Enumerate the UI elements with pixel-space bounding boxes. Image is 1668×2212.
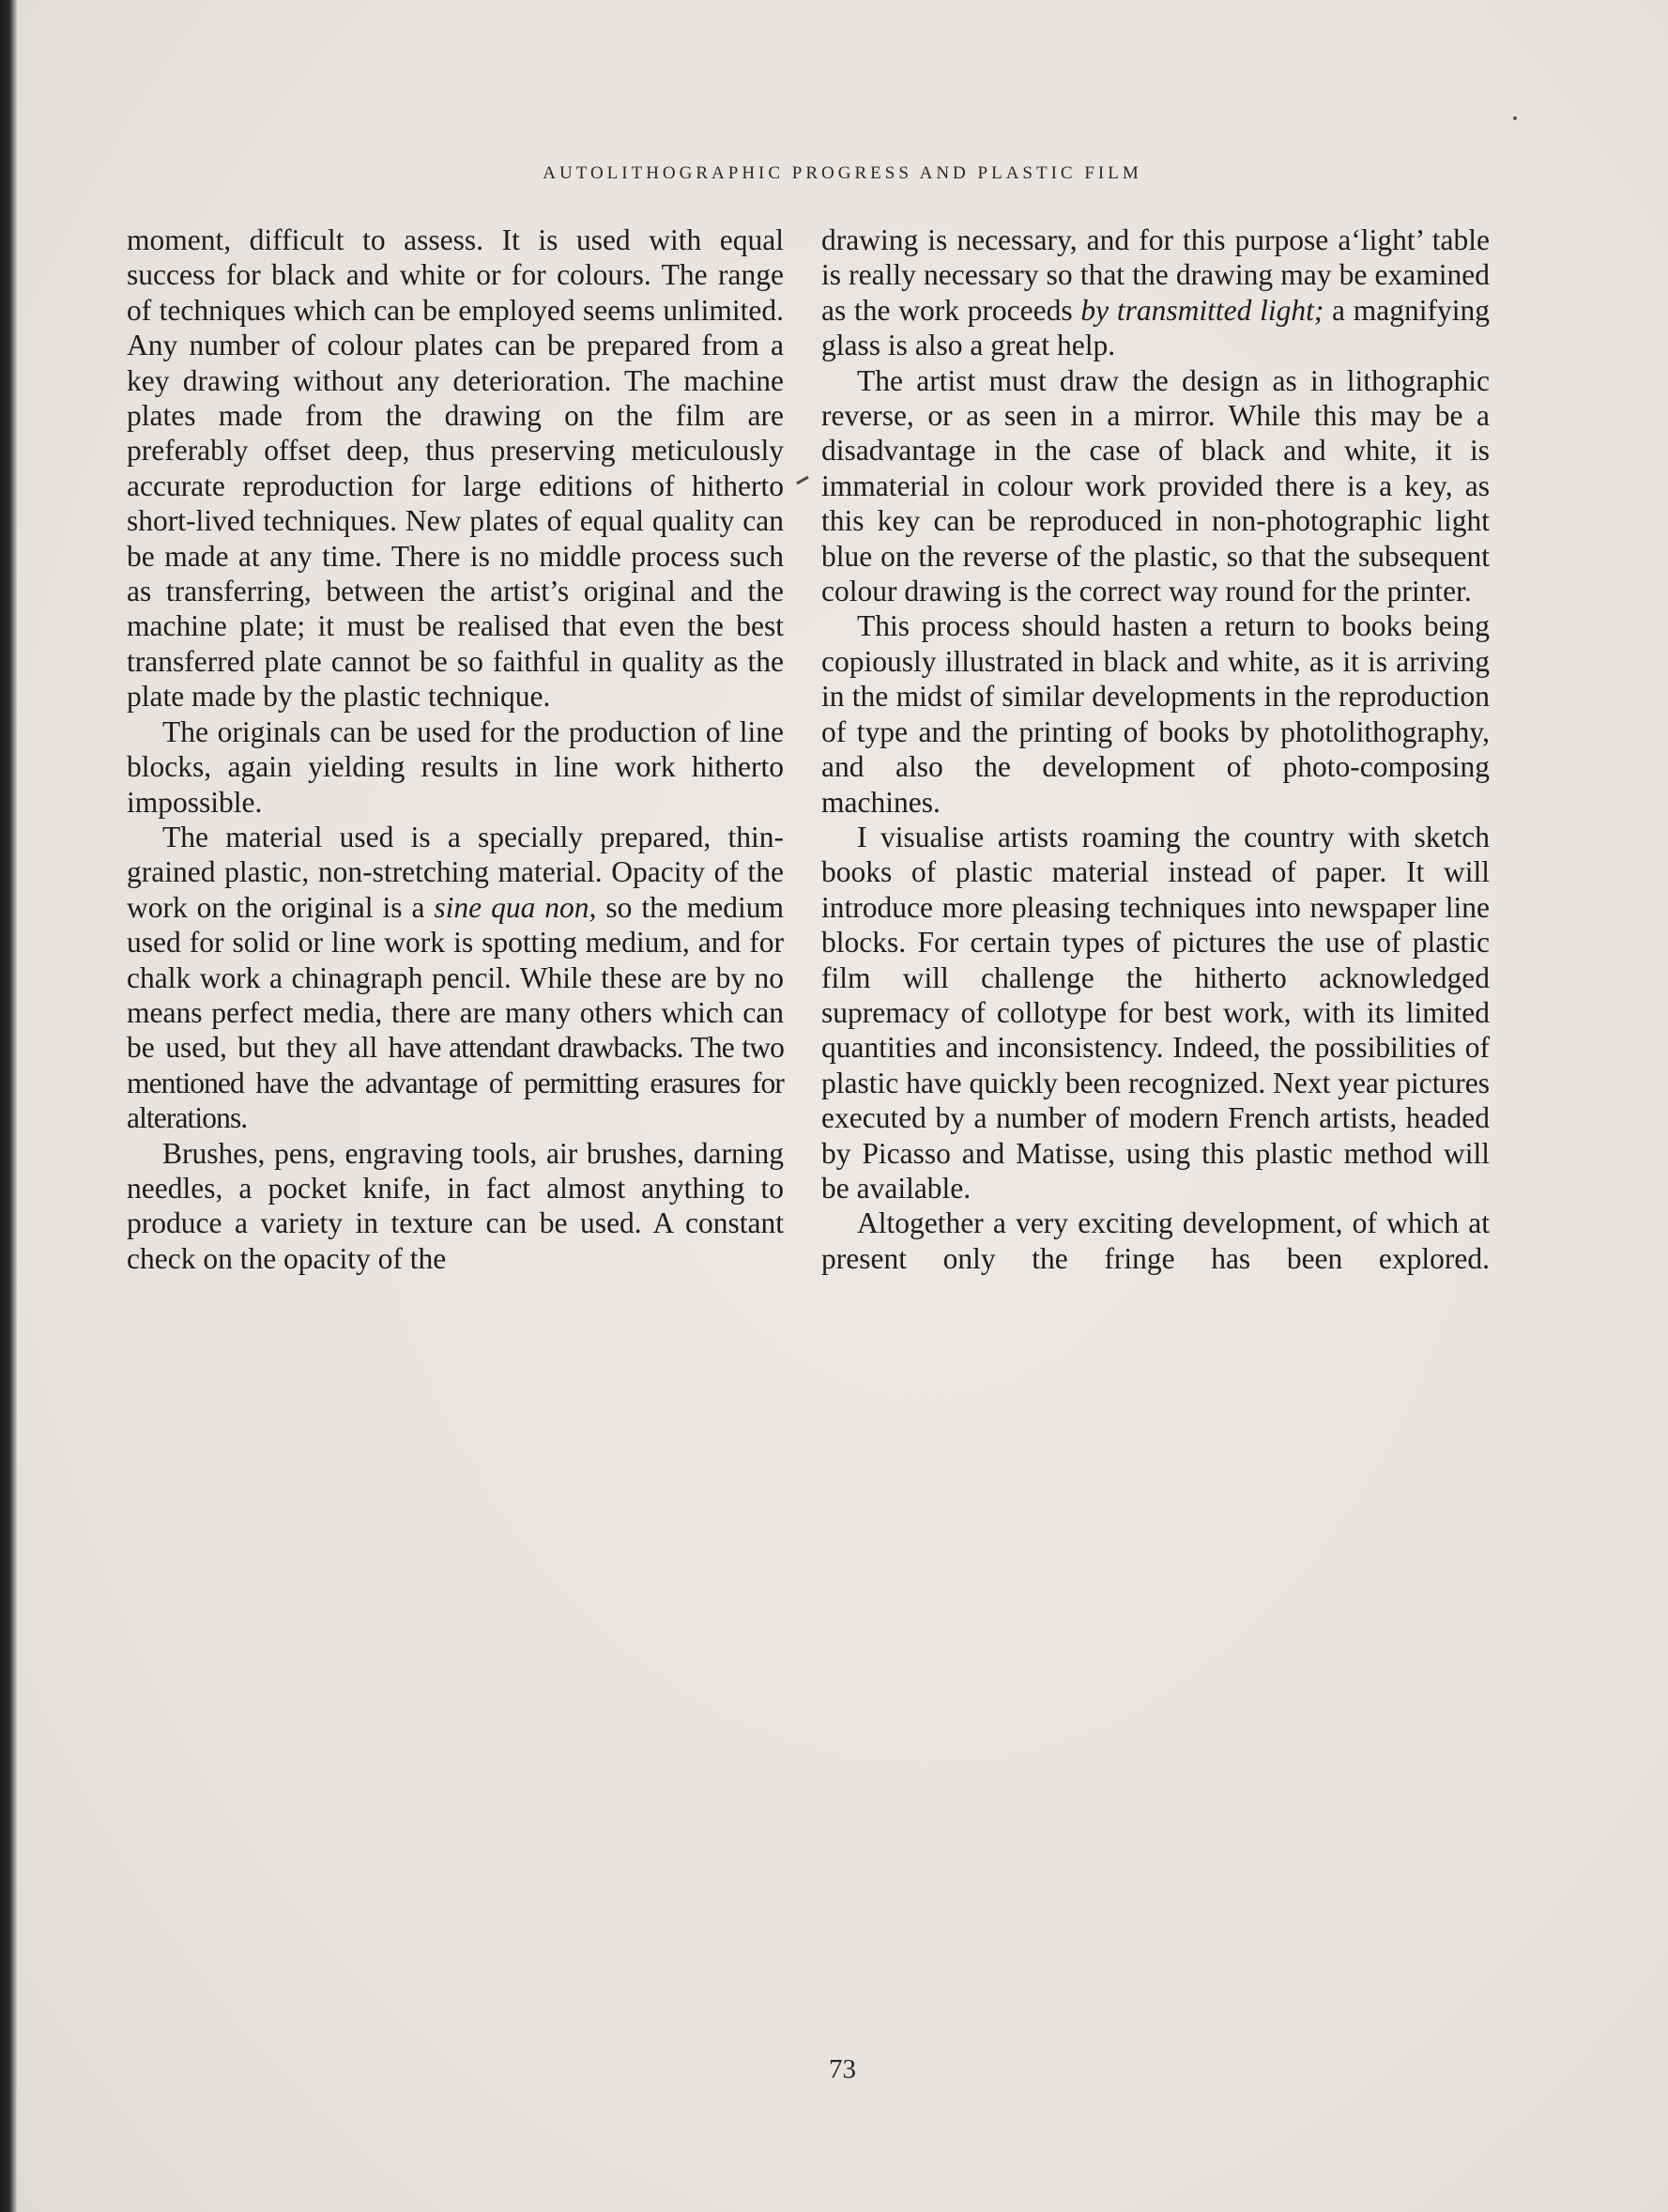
paragraph: The artist must draw the design as in lithographic reverse, or as seen in a mirror. While this may be a disadvantage in the case of black and white, it is immaterial in colour work provided there is a key, as this key can be reproduced in non-photographic light blue on the reverse of the plastic, so that the subsequent colour drawing is the correct way round for the printer. [821,363,1490,608]
paragraph-text: a magnifying glass is also a great help. [821,293,1490,362]
paragraph: The originals can be used for the production of line blocks, again yielding results in line work hitherto impossible. [127,714,784,819]
paragraph-text: The material used is a specially prepared, thin-grained plastic, non-stretching material. Opacity of the work on the original is a [127,820,784,924]
book-page [17,0,1668,2212]
left-column [127,223,784,1276]
paragraph [127,820,784,1136]
paragraph: Brushes, pens, engraving tools, air brushes, darning needles, a pocket knife, in fact almost anything to produce a variety in texture can be used. A constant check on the opacity of the [127,1136,784,1275]
paragraph: moment, difficult to assess. It is used with equal success for black and white or for colours. The range of techniques which can be employed seems unlimited. Any number of colour plates can be prepared from a key drawing without any deterioration. The machine plates made from the drawing on the film are preferably offset deep, thus preserving meticulously accurate reproduction for large editions of hitherto short-lived techniques. New plates of equal quality can be made at any time. There is no middle process such as transferring, between the artist’s original and the machine plate; it must be realised that even the best transferred plate cannot be so faithful in quality as the plate made by the plastic technique. [127,223,784,714]
running-head: AUTOLITHOGRAPHIC PROGRESS AND PLASTIC FILM [543,163,1142,183]
right-column [821,223,1490,1276]
paragraph-text: drawing is necessary, and for this purpose a‘light’ table is really necessary so that the drawing may be examined as the work proceeds [821,223,1490,327]
italic-phrase: by transmitted light; [1080,293,1324,327]
paragraph: Altogether a very exciting development, of which at present only the fringe has been explored. [821,1206,1490,1275]
margin-mark [796,476,809,485]
paragraph-text: so the medium used for solid or line work is spotting medium, and for chalk work a chinagraph pencil. While these are by no means perfect media, there are many others which can be used, but they all [127,890,784,1065]
italic-phrase: sine qua non, [434,890,597,924]
page-number: 73 [829,2054,856,2084]
paragraph [821,223,1490,363]
paragraph-text: have attendant drawbacks. The two mentioned have the advantage of permitting erasures for alterations. [127,1031,784,1135]
paragraph: This process should hasten a return to books being copiously illustrated in black and white, as it is arriving in the midst of similar developments in the reproduction of type and the printing of books by photolithography, and also the development of photo-composing machines. [821,609,1490,819]
paragraph: I visualise artists roaming the country with sketch books of plastic material instead of paper. It will introduce more pleasing techniques into newspaper line blocks. For certain types of pictures the use of plastic film will challenge the hitherto acknowledged supremacy of collotype for best work, with its limited quantities and inconsistency. Indeed, the possibilities of plastic have quickly been recognized. Next year pictures executed by a number of modern French artists, headed by Picasso and Matisse, using this plastic method will be available. [821,820,1490,1205]
page-binding-edge [0,0,17,2212]
page-speck [1513,116,1517,120]
